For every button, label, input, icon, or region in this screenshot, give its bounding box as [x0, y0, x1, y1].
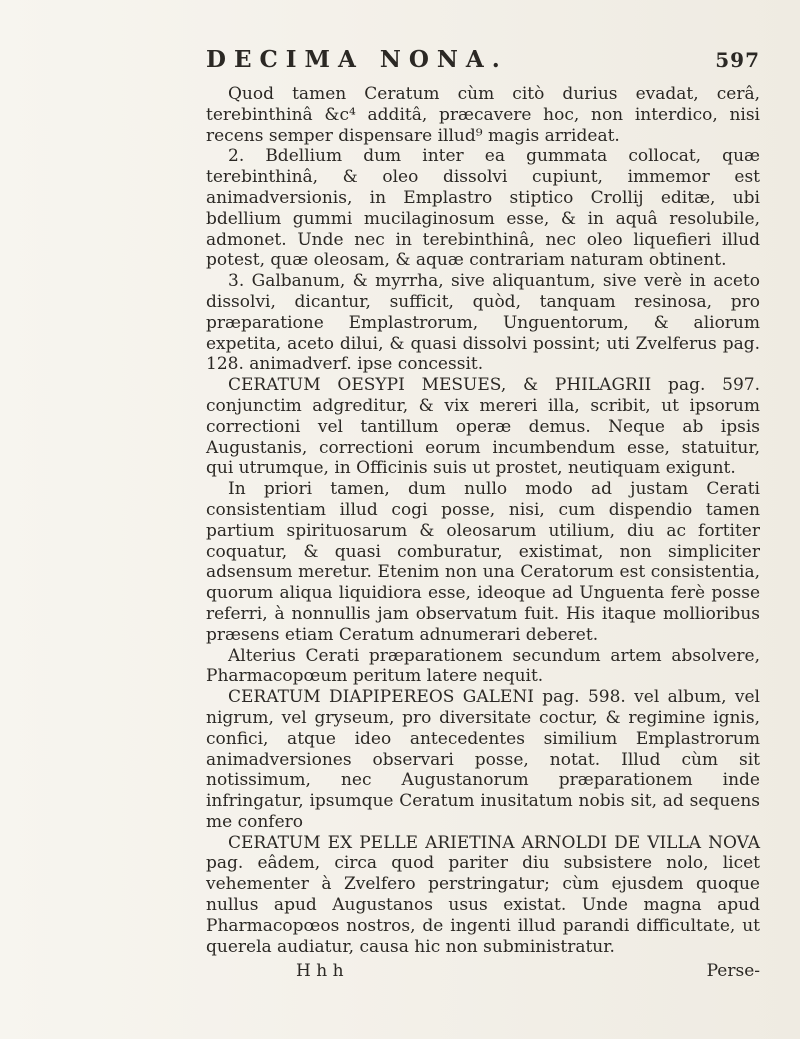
paragraph-galbanum: 3. Galbanum, & myrrha, sive aliquantum, sive verè in aceto dissolvi, dicantur, sufficit, quòd, tanquam resinosa, pro præparatione Emplastrorum, Unguentorum, & aliorum expetita, aceto dilui, & quasi dissolvi possint; uti Zvelferus pag. 128. animadverf. ipse concessit.	[206, 271, 760, 375]
paragraph-alterius: Alterius Cerati præparationem secundum artem absolvere, Pharmacopœum peritum latere nequit.	[206, 645, 760, 687]
signature-mark: H h h	[296, 961, 344, 982]
paragraph-ceratum-oesypi: CERATUM OESYPI MESUES, & PHILAGRII pag. 597. conjunctim adgreditur, & vix mereri illa, scribit, ut ipsorum correctioni vel tantillum operæ demus. Neque ab ipsis Augustanis, correctioni eorum incumbendum esse, statuitur, qui utrumque, in Officinis suis ut prostet, neutiquam exigunt.	[206, 375, 760, 479]
page-footer	[206, 961, 760, 981]
text-body	[206, 84, 760, 957]
paragraph-in-priori: In priori tamen, dum nullo modo ad justam Cerati consistentiam illud cogi posse, nisi, cum dispendio tamen partium spirituosarum & oleosarum utilium, diu ac fortiter coquatur, & quasi comburatur, existimat, non simpliciter adsensum meretur. Etenim non una Ceratorum est consistentia, quorum aliqua liquidiora esse, ideoque ad Unguenta ferè posse referri, à nonnullis jam observatum fuit. His itaque mollioribus præsens etiam Ceratum adnumerari deberet.	[206, 479, 760, 645]
running-header	[206, 46, 760, 84]
paragraph-intro: Quod tamen Ceratum cùm citò durius evadat, cerâ, terebinthinâ &c⁴ additâ, præcavere hoc, non interdico, nisi recens semper dispensare illud⁹ magis arrideat.	[206, 84, 760, 146]
header-title: DECIMA NONA.	[206, 46, 508, 73]
catchword: Perse-	[706, 961, 760, 982]
paragraph-bdellium: 2. Bdellium dum inter ea gummata collocat, quæ terebinthinâ, & oleo dissolvi cupiunt, immemor est animadversionis, in Emplastro stiptico Crollij editæ, ubi bdellium gummi mucilaginosum esse, & in aquâ resolubile, admonet. Unde nec in terebinthinâ, nec oleo liquefieri illud potest, quæ oleosam, & aquæ contrariam naturam obtinent.	[206, 146, 760, 271]
paragraph-ceratum-pelle-arietina: CERATUM EX PELLE ARIETINA ARNOLDI DE VILLA NOVA pag. eâdem, circa quod pariter diu subsistere nolo, licet vehementer à Zvelfero perstringatur; cùm ejusdem quoque nullus apud Augustanos usus existat. Unde magna apud Pharmacopœos nostros, de ingenti illud parandi difficultate, ut querela audiatur, causa hic non subministratur.	[206, 832, 760, 957]
page-number: 597	[715, 48, 760, 72]
paragraph-ceratum-diapipereos: CERATUM DIAPIPEREOS GALENI pag. 598. vel album, vel nigrum, vel gryseum, pro diversitate coctur, & regimine ignis, confici, atque ideo antecedentes similium Emplastrorum animadversiones observari posse, notat. Illud cùm sit notissimum, nec Augustanorum præparationem inde infringatur, ipsumque Ceratum inusitatum nobis sit, ad sequens me confero	[206, 687, 760, 832]
